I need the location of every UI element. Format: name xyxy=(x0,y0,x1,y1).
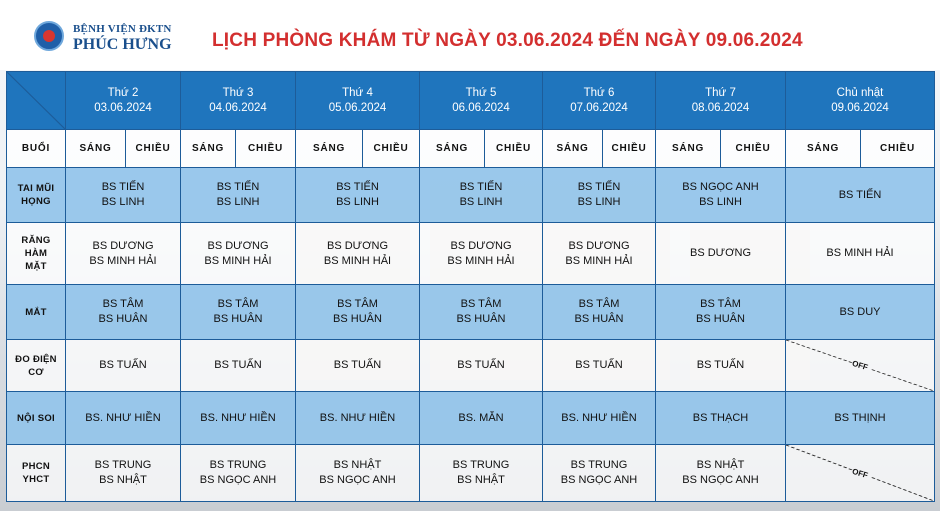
schedule-cell xyxy=(786,285,935,340)
doctor-name: BS THẠCH xyxy=(692,411,749,424)
doctor-name: BS TIẾN xyxy=(577,181,621,193)
morning-label: SÁNG xyxy=(420,130,485,168)
doctor-name: BS NGỌC ANH xyxy=(682,181,759,193)
department-label xyxy=(7,340,66,392)
day-date: 04.06.2024 xyxy=(209,101,267,114)
doctor-name: BS TÂM xyxy=(217,298,259,310)
schedule-cell xyxy=(181,340,296,392)
doctor-name: BS TIẾN xyxy=(336,181,379,193)
afternoon-label: CHIỀU xyxy=(236,130,296,168)
department-label-line: MẮT xyxy=(25,306,47,318)
doctor-name: BS MINH HẢI xyxy=(204,254,272,267)
department-label xyxy=(7,168,66,223)
schedule-cell xyxy=(656,168,786,223)
schedule-cell xyxy=(420,223,543,285)
hospital-logo-icon xyxy=(34,21,64,51)
doctor-name: BS NHẬT xyxy=(333,459,382,471)
diagonal-line-icon xyxy=(7,72,65,129)
morning-label: SÁNG xyxy=(656,130,721,168)
doctor-name: BS DƯƠNG xyxy=(568,239,630,252)
day-name: Thứ 6 xyxy=(583,86,615,99)
doctor-name: BS. NHƯ HIỀN xyxy=(200,411,276,424)
afternoon-label: CHIỀU xyxy=(126,130,181,168)
doctor-name: BS TIẾN xyxy=(101,181,145,193)
day-name: Thứ 7 xyxy=(705,86,736,99)
schedule-cell xyxy=(786,392,935,445)
doctor-name: BS HUÂN xyxy=(696,313,745,325)
day-name: Thứ 2 xyxy=(107,86,139,99)
doctor-name: BS MINH HẢI xyxy=(826,247,894,259)
day-name: Thứ 3 xyxy=(222,86,254,99)
morning-label: SÁNG xyxy=(66,130,126,168)
doctor-name: BS LINH xyxy=(101,196,145,208)
schedule-table xyxy=(6,71,935,502)
schedule-cell xyxy=(656,285,786,340)
schedule-cell xyxy=(543,340,656,392)
doctor-name: BS. NHƯ HIỀN xyxy=(561,411,637,424)
department-label-line: YHCT xyxy=(22,474,50,485)
schedule-cell xyxy=(296,168,420,223)
doctor-name: BS NGỌC ANH xyxy=(199,474,277,486)
schedule-cell xyxy=(420,340,543,392)
doctor-name: BS MINH HẢI xyxy=(89,254,157,267)
table-row xyxy=(7,285,935,340)
afternoon-label: CHIỀU xyxy=(721,130,786,168)
department-label-line: CƠ xyxy=(28,366,44,378)
table-row xyxy=(7,168,935,223)
doctor-name: BS TÂM xyxy=(337,298,378,310)
day-name: Thứ 4 xyxy=(342,86,373,99)
schedule-cell xyxy=(181,168,296,223)
doctor-name: BS TÂM xyxy=(578,298,620,310)
doctor-name: BS TUẤN xyxy=(457,359,505,371)
table-row xyxy=(7,445,935,502)
table-row xyxy=(7,223,935,285)
header-row xyxy=(7,72,935,130)
doctor-name: BS HUÂN xyxy=(98,313,148,325)
schedule-cell xyxy=(66,223,181,285)
doctor-name: BS MINH HẢI xyxy=(323,254,392,267)
department-label xyxy=(7,392,66,445)
logo-text-top: BỆNH VIỆN ĐKTN xyxy=(73,23,172,35)
schedule-cell xyxy=(181,392,296,445)
doctor-name: BS LINH xyxy=(699,196,742,208)
doctor-name: BS HUÂN xyxy=(574,313,624,325)
corner-cell xyxy=(7,72,66,130)
table-row xyxy=(7,340,935,392)
doctor-name: BS TUẤN xyxy=(214,359,262,371)
doctor-name: BS TRUNG xyxy=(94,459,152,471)
off-cell xyxy=(786,445,935,502)
schedule-cell xyxy=(543,285,656,340)
doctor-name: BS HUÂN xyxy=(456,313,506,325)
doctor-name: BS DƯƠNG xyxy=(92,239,154,252)
doctor-name: BS TÂM xyxy=(460,298,502,310)
department-label-line: MẶT xyxy=(25,261,47,272)
department-label-line: HÀM xyxy=(24,248,48,259)
department-label-line: NỘI SOI xyxy=(17,412,55,424)
schedule-cell xyxy=(296,285,420,340)
schedule-cell xyxy=(420,392,543,445)
schedule-cell xyxy=(296,392,420,445)
table-row xyxy=(7,392,935,445)
doctor-name: BS NGỌC ANH xyxy=(682,474,759,486)
page-header xyxy=(0,0,940,70)
schedule-cell xyxy=(66,445,181,502)
department-label xyxy=(7,223,66,285)
doctor-name: BS NHẬT xyxy=(696,459,745,471)
shift-label: BUỔI xyxy=(7,130,66,168)
doctor-name: BS TÂM xyxy=(700,298,741,310)
doctor-name: BS LINH xyxy=(336,196,379,208)
morning-label: SÁNG xyxy=(543,130,603,168)
day-date: 05.06.2024 xyxy=(328,101,387,114)
day-name: Chủ nhật xyxy=(836,86,884,99)
department-label-line: PHCN xyxy=(21,461,51,472)
doctor-name: BS LINH xyxy=(577,196,621,208)
department-label xyxy=(7,285,66,340)
doctor-name: BS TUẤN xyxy=(696,359,745,371)
afternoon-label: CHIỀU xyxy=(603,130,656,168)
schedule-cell xyxy=(786,223,935,285)
day-header xyxy=(181,72,296,130)
day-header xyxy=(296,72,420,130)
doctor-name: BS TIẾN xyxy=(838,188,882,201)
schedule-cell xyxy=(296,340,420,392)
schedule-cell xyxy=(181,223,296,285)
doctor-name: BS LINH xyxy=(216,196,260,208)
doctor-name: BS DƯƠNG xyxy=(450,239,512,252)
schedule-cell xyxy=(543,223,656,285)
schedule-cell xyxy=(543,392,656,445)
day-header xyxy=(66,72,181,130)
doctor-name: BS DUY xyxy=(839,305,881,318)
doctor-name: BS. NHƯ HIỀN xyxy=(85,411,161,424)
schedule-cell xyxy=(181,285,296,340)
schedule-cell xyxy=(420,285,543,340)
schedule-cell xyxy=(656,445,786,502)
schedule-cell xyxy=(656,340,786,392)
doctor-name: BS. NHƯ HIỀN xyxy=(319,411,396,424)
schedule-cell xyxy=(786,168,935,223)
schedule-cell xyxy=(66,340,181,392)
day-date: 09.06.2024 xyxy=(831,101,889,114)
morning-label: SÁNG xyxy=(181,130,236,168)
schedule-cell xyxy=(66,392,181,445)
doctor-name: BS TIẾN xyxy=(459,181,503,193)
department-label-line: TAI MŨI xyxy=(17,183,55,194)
doctor-name: BS MINH HẢI xyxy=(447,254,515,267)
doctor-name: BS TRUNG xyxy=(570,459,628,471)
department-label-line: HỌNG xyxy=(21,196,51,207)
doctor-name: BS TIẾN xyxy=(216,181,260,193)
schedule-cell xyxy=(66,168,181,223)
day-date: 08.06.2024 xyxy=(691,101,750,114)
day-date: 03.06.2024 xyxy=(94,101,152,114)
doctor-name: BS LINH xyxy=(459,196,503,208)
off-cell xyxy=(786,340,935,392)
doctor-name: BS NGỌC ANH xyxy=(560,474,638,486)
department-label-line: ĐO ĐIỆN xyxy=(15,353,57,365)
doctor-name: BS TRUNG xyxy=(452,459,510,471)
day-name: Thứ 5 xyxy=(465,86,497,99)
morning-label: SÁNG xyxy=(296,130,363,168)
morning-label: SÁNG xyxy=(786,130,861,168)
doctor-name: BS NHẬT xyxy=(99,474,147,486)
schedule-cell xyxy=(543,445,656,502)
doctor-name: BS TUẤN xyxy=(575,359,623,371)
afternoon-label: CHIỀU xyxy=(861,130,935,168)
department-label-line: RĂNG xyxy=(21,235,51,246)
doctor-name: BS DƯƠNG xyxy=(690,247,751,259)
day-header xyxy=(420,72,543,130)
schedule-cell xyxy=(656,223,786,285)
schedule-cell xyxy=(296,445,420,502)
off-label: OFF xyxy=(851,358,869,373)
doctor-name: BS TRUNG xyxy=(209,459,267,471)
schedule-cell xyxy=(181,445,296,502)
doctor-name: BS HUÂN xyxy=(213,313,263,325)
doctor-name: BS. MẴN xyxy=(458,411,504,424)
schedule-cell xyxy=(420,168,543,223)
department-label xyxy=(7,445,66,502)
schedule-cell xyxy=(420,445,543,502)
doctor-name: BS NGỌC ANH xyxy=(319,474,396,486)
doctor-name: BS DƯƠNG xyxy=(207,239,269,252)
off-label: OFF xyxy=(851,466,869,480)
logo-text-bottom: PHÚC HƯNG xyxy=(73,36,172,53)
day-date: 06.06.2024 xyxy=(452,101,510,114)
schedule-cell xyxy=(296,223,420,285)
schedule-cell xyxy=(543,168,656,223)
day-header xyxy=(543,72,656,130)
doctor-name: BS TÂM xyxy=(102,298,144,310)
doctor-name: BS THỊNH xyxy=(834,411,886,424)
doctor-name: BS HUÂN xyxy=(333,313,382,325)
shift-row xyxy=(7,130,935,168)
doctor-name: BS TUẤN xyxy=(99,359,147,371)
day-header xyxy=(656,72,786,130)
afternoon-label: CHIỀU xyxy=(485,130,543,168)
doctor-name: BS NHẬT xyxy=(457,474,505,486)
afternoon-label: CHIỀU xyxy=(363,130,420,168)
page-title: LỊCH PHÒNG KHÁM TỪ NGÀY 03.06.2024 ĐẾN NGÀY 09.06.2024 xyxy=(212,30,803,51)
doctor-name: BS DƯƠNG xyxy=(327,239,388,252)
schedule-cell xyxy=(656,392,786,445)
schedule-cell xyxy=(66,285,181,340)
day-header xyxy=(786,72,935,130)
doctor-name: BS TUẤN xyxy=(333,359,382,371)
day-date: 07.06.2024 xyxy=(570,101,628,114)
doctor-name: BS MINH HẢI xyxy=(565,254,633,267)
